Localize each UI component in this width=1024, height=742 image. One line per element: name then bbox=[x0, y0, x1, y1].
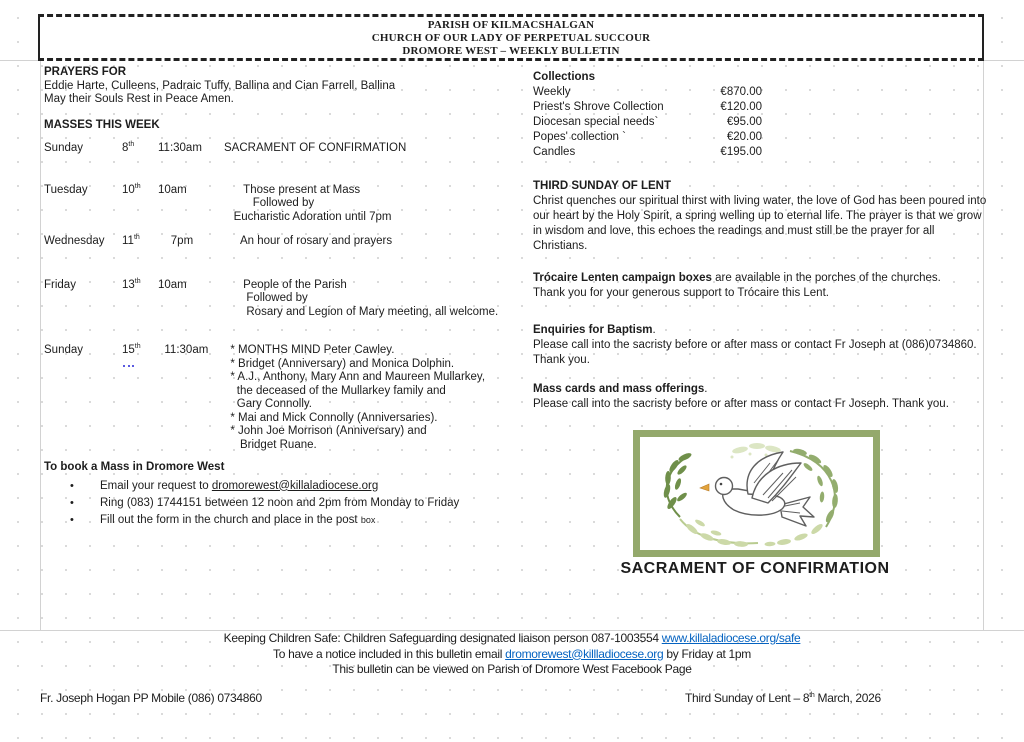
prayers-section bbox=[44, 66, 530, 107]
mass-row-friday-13 bbox=[44, 279, 530, 320]
third-sunday-section bbox=[533, 179, 988, 254]
notice-email-link[interactable]: dromorewest@killladiocese.org bbox=[505, 646, 664, 661]
collection-amount: €195.00 bbox=[720, 146, 762, 158]
header-parish-name: PARISH OF KILMACSHALGAN bbox=[427, 19, 595, 31]
mass-time: 10am bbox=[158, 183, 187, 196]
collection-row bbox=[533, 100, 988, 115]
prayers-names: Eddie Harte, Culleens, Padraic Tuffy, Ballina and Cian Farrell, Ballina bbox=[44, 79, 396, 92]
baptism-note: Enquiries for Baptism. Please call into the sacristy before or after mass or contact Fr Joseph at (086)0734860. Thank you. bbox=[533, 323, 988, 368]
mass-row-wednesday-11 bbox=[44, 235, 530, 249]
mass-time: 11:30am bbox=[158, 142, 202, 154]
collection-row bbox=[533, 115, 988, 130]
collections-title: Collections bbox=[533, 71, 595, 83]
mass-time: 11:30am bbox=[158, 344, 209, 356]
mass-cards-instructions: Please call into the sacristy before or after mass or contact Fr Joseph. Thank you. bbox=[533, 398, 949, 410]
mass-date: 13th bbox=[122, 277, 141, 291]
bulletin-header bbox=[38, 14, 984, 61]
mass-date: 10th bbox=[122, 182, 141, 196]
mass-date: 11th bbox=[122, 234, 140, 247]
collection-label: Priest's Shrove Collection bbox=[533, 101, 664, 113]
mass-day: Wednesday bbox=[44, 235, 105, 247]
collection-amount: €20.00 bbox=[726, 131, 762, 143]
mass-day: Sunday bbox=[44, 142, 84, 154]
collection-amount: €95.00 bbox=[726, 116, 762, 128]
footer-safeguarding: Keeping Children Safe: Children Safeguarding designated liaison person 087-1003554 www.killaladiocese.org/safe bbox=[223, 631, 801, 645]
collection-amount: €870.00 bbox=[720, 86, 762, 98]
prayers-rest-in-peace: May their Souls Rest in Peace Amen. bbox=[44, 93, 234, 105]
confirmation-image bbox=[633, 430, 880, 557]
footer-notice: To have a notice included in this bulletin email dromorewest@killladiocese.org by Friday at 1pm bbox=[273, 646, 751, 661]
book-bullet-ring: • Ring (083) 1744151 between 12 noon and 2pm from Monday to Friday bbox=[44, 497, 530, 511]
collections-section bbox=[533, 70, 988, 160]
mass-date: 8th bbox=[122, 141, 135, 154]
mass-intentions: * MONTHS MIND Peter Cawley. * Bridget (Anniversary) and Monica Dolphin. * A.J., Anthony, Mary Ann and Maureen Mullarkey, the deceased of the Mullarkey family and Gary Connolly. * Mai and Mick Connolly (Anniversaries). * John Joe Morrison (Anniversary) and Bridget Ruane. bbox=[224, 344, 486, 451]
baptism-title: Enquiries for Baptism bbox=[533, 324, 653, 336]
masses-title: MASSES THIS WEEK bbox=[44, 118, 160, 131]
trocaire-note: Trócaire Lenten campaign boxes are available in the porches of the churches. Thank you for your generous support to Trócaire this Lent. bbox=[533, 271, 988, 301]
mass-row-sunday-8 bbox=[44, 142, 530, 156]
guide-line-left bbox=[40, 60, 41, 630]
left-column bbox=[44, 66, 530, 531]
mass-day: Sunday bbox=[44, 344, 84, 356]
collection-label: Candles bbox=[533, 146, 576, 158]
bulletin-date: Third Sunday of Lent – 8th March, 2026 bbox=[685, 691, 881, 705]
mass-day: Tuesday bbox=[44, 183, 88, 196]
collection-row bbox=[533, 130, 988, 145]
right-column bbox=[533, 70, 988, 412]
masses-section bbox=[44, 119, 530, 453]
spellcheck-squiggle bbox=[123, 362, 134, 367]
mass-row-tuesday-10 bbox=[44, 184, 530, 225]
collection-row bbox=[533, 85, 988, 100]
footer-facebook: This bulletin can be viewed on Parish of Dromore West Facebook Page bbox=[332, 662, 692, 676]
collection-row bbox=[533, 145, 988, 160]
mass-date: 15th bbox=[122, 344, 158, 452]
mass-intentions: An hour of rosary and prayers bbox=[224, 235, 393, 247]
collection-label: Weekly bbox=[533, 86, 571, 98]
baptism-thanks: Thank you. bbox=[533, 354, 590, 366]
confirmation-caption: SACRAMENT OF CONFIRMATION bbox=[620, 560, 890, 577]
mass-time: 7pm bbox=[158, 235, 194, 247]
book-mass-section bbox=[44, 461, 530, 527]
booking-email-link[interactable]: dromorewest@killaladiocese.org bbox=[211, 479, 379, 492]
mass-day: Friday bbox=[44, 278, 76, 291]
third-sunday-title: THIRD SUNDAY OF LENT bbox=[533, 180, 672, 192]
prayers-title: PRAYERS FOR bbox=[44, 66, 127, 78]
book-bullet-form: • Fill out the form in the church and place in the post box bbox=[44, 514, 530, 528]
footer-notices bbox=[0, 631, 1024, 678]
mass-cards-title: Mass cards and mass offerings bbox=[533, 383, 705, 395]
collection-label: Popes' collection ` bbox=[533, 131, 626, 143]
book-bullet-email: • Email your request to dromorewest@killaladiocese.org bbox=[44, 480, 530, 494]
dove-wreath-illustration bbox=[640, 437, 873, 550]
mass-cards-note: Mass cards and mass offerings. Please call into the sacristy before or after mass or contact Fr Joseph. Thank you. bbox=[533, 382, 988, 412]
header-bulletin-title: DROMORE WEST – WEEKLY BULLETIN bbox=[402, 45, 620, 57]
collection-amount: €120.00 bbox=[720, 101, 762, 113]
third-sunday-reflection: Christ quenches our spiritual thirst with living water, the love of God has been poured into our heart by the Holy Spirit, a spring welling up to eternal life. The prayer is that we grow in wisdom and love, this echoes the readings and must still be the prayer for all Christians. bbox=[533, 195, 987, 252]
mass-intentions: Those present at Mass Followed by Eucharistic Adoration until 7pm bbox=[224, 183, 392, 223]
header-church-name: CHURCH OF OUR LADY OF PERPETUAL SUCCOUR bbox=[371, 32, 651, 44]
book-mass-title: To book a Mass in Dromore West bbox=[44, 461, 225, 473]
mass-time: 10am bbox=[158, 278, 187, 291]
priest-contact: Fr. Joseph Hogan PP Mobile (086) 0734860 bbox=[40, 691, 262, 705]
mass-intentions: SACRAMENT OF CONFIRMATION bbox=[224, 142, 407, 154]
trocaire-bold-lead: Trócaire Lenten campaign boxes bbox=[533, 272, 712, 284]
mass-intentions: People of the Parish Followed by Rosary and Legion of Mary meeting, all welcome. bbox=[224, 278, 499, 318]
safeguarding-link[interactable]: www.killaladiocese.org/safe bbox=[661, 631, 801, 645]
trocaire-thanks: Thank you for your generous support to Trócaire this Lent. bbox=[533, 287, 829, 299]
baptism-instructions: Please call into the sacristy before or after mass or contact Fr Joseph at (086)0734860. bbox=[533, 339, 977, 351]
mass-row-sunday-15 bbox=[44, 344, 530, 452]
collection-label: Diocesan special needs` bbox=[533, 116, 659, 128]
